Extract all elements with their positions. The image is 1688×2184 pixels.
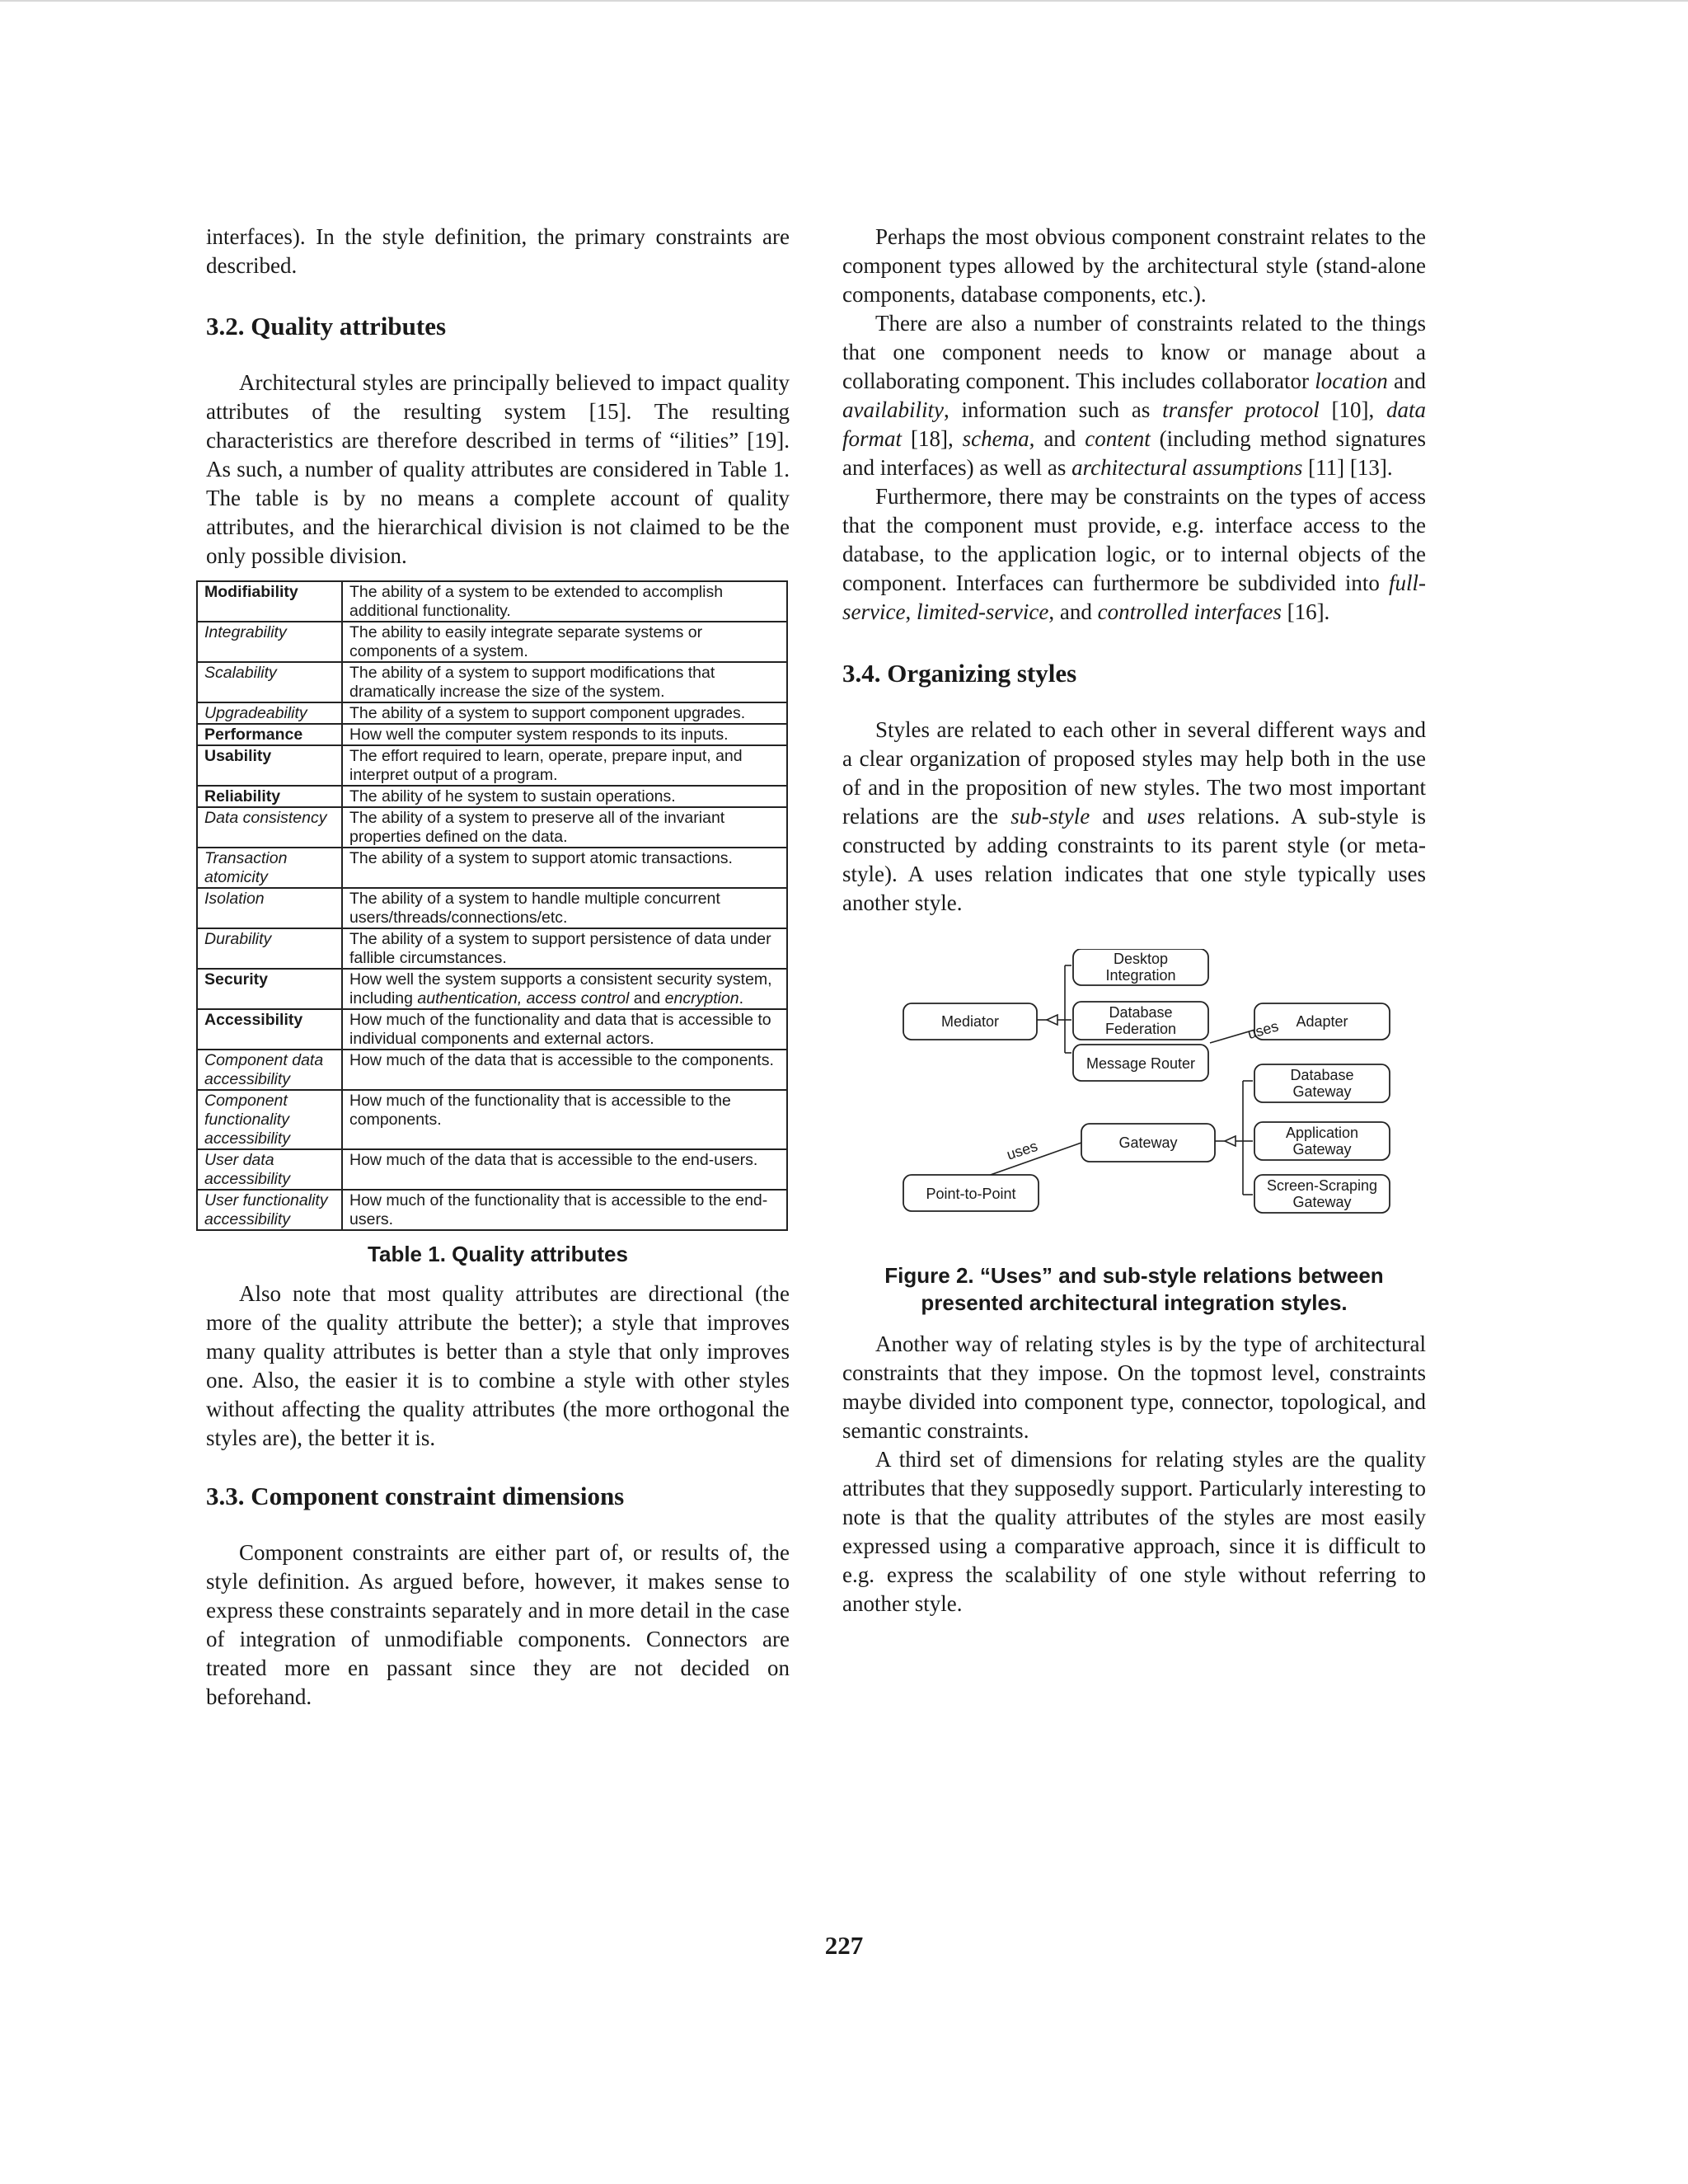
table-row [197, 888, 787, 928]
table-row [197, 848, 787, 888]
table-row [197, 581, 787, 622]
attribute-name: Performance [197, 724, 342, 745]
attribute-name: User functionality accessibility [197, 1190, 342, 1230]
table-row [197, 1190, 787, 1230]
attribute-name: Component data accessibility [197, 1050, 342, 1090]
attribute-description: The effort required to learn, operate, prepare input, and interpret output of a program. [342, 745, 787, 786]
attribute-name: Scalability [197, 662, 342, 702]
paragraph-quality: Architectural styles are principally believed to impact quality attributes of the resulting system [15]. The resulting characteristics are therefore described in terms of “ilities” [19]. As such, a number of quality attributes are considered in Table 1. The table is by no means a complete account of quality attributes, and the hierarchical division is not claimed to be the only possible division. [206, 370, 790, 568]
attribute-name: Modifiability [197, 581, 342, 622]
attribute-name: Accessibility [197, 1009, 342, 1050]
attribute-name: Transaction atomicity [197, 848, 342, 888]
table-row [197, 724, 787, 745]
table-row [197, 928, 787, 969]
table-row [197, 702, 787, 724]
label-point-to-point: Point-to-Point [926, 1186, 1016, 1202]
left-column [206, 223, 790, 1712]
paragraph-component: Component constraints are either part of, or results of, the style definition. As argued before, however, it makes sense to express these constraints separately and in more detail in the case of integration of unmodifiable components. Connectors are treated more en passant since they are not decided on beforehand. [206, 1540, 790, 1709]
paragraph-access: Furthermore, there may be constraints on the types of access that the component must provide, e.g. interface access to the database, to the application logic, or to internal objects of the component. Interfaces can furthermore be subdivided into full-service, limited-service, and controlled interfaces [16]. [842, 484, 1426, 624]
attribute-name: Usability [197, 745, 342, 786]
attribute-description: How much of the functionality and data that is accessible to individual components and external actors. [342, 1009, 787, 1050]
table-row [197, 969, 787, 1009]
attribute-description: How much of the data that is accessible to the components. [342, 1050, 787, 1090]
table-row [197, 1050, 787, 1090]
attribute-name: User data accessibility [197, 1149, 342, 1190]
attribute-description: The ability of a system to be extended to accomplish additional functionality. [342, 581, 787, 622]
attribute-description: The ability of a system to handle multiple concurrent users/threads/connections/etc. [342, 888, 787, 928]
heading-quality-attributes: 3.2. Quality attributes [206, 312, 447, 341]
table-row [197, 662, 787, 702]
attribute-name: Integrability [197, 622, 342, 662]
attribute-description: How much of the functionality that is accessible to the end-users. [342, 1190, 787, 1230]
attribute-description: The ability to easily integrate separate systems or components of a system. [342, 622, 787, 662]
table-row [197, 622, 787, 662]
paragraph-another: Another way of relating styles is by the type of architectural constraints that they impose. On the topmost level, constraints maybe divided into component type, connector, topological, and semantic constraints. [842, 1332, 1426, 1443]
quality-attributes-table [196, 580, 788, 1231]
label-application-gateway-1: Application [1285, 1125, 1359, 1141]
paragraph-obvious: Perhaps the most obvious component constraint relates to the component types allowed by the architectural style (stand-alone components, database components, etc.). [842, 224, 1426, 307]
attribute-description: The ability of a system to preserve all of the invariant properties defined on the data. [342, 807, 787, 848]
label-screen-scraping-gateway-2: Gateway [1292, 1194, 1352, 1210]
attribute-description: The ability of a system to support atomic transactions. [342, 848, 787, 888]
heading-organizing-styles: 3.4. Organizing styles [842, 659, 1077, 688]
label-database-gateway-2: Gateway [1292, 1083, 1352, 1100]
attribute-description: The ability of a system to support component upgrades. [342, 702, 787, 724]
label-application-gateway-2: Gateway [1292, 1141, 1352, 1158]
label-gateway: Gateway [1118, 1134, 1178, 1151]
attribute-description: How much of the data that is accessible to the end-users. [342, 1149, 787, 1190]
table-row [197, 786, 787, 807]
styles-relation-diagram [902, 949, 1396, 1238]
paragraph-styles: Styles are related to each other in several different ways and a clear organization of proposed styles may help both in the use of and in the proposition of new styles. The two most important relations are the sub-style and uses relations. A sub-style is constructed by adding constraints to its parent style (or meta-style). A uses relation indicates that one style typically uses another style. [842, 717, 1426, 915]
label-message-router: Message Router [1085, 1055, 1196, 1072]
table-row [197, 745, 787, 786]
figure-caption-line-1: Figure 2. “Uses” and sub-style relations between [884, 1263, 1384, 1288]
right-column [842, 223, 1426, 1618]
label-desktop-integration-2: Integration [1105, 967, 1176, 984]
attribute-name: Upgradeability [197, 702, 342, 724]
table-row [197, 1090, 787, 1149]
label-database-federation-1: Database [1109, 1004, 1173, 1021]
label-database-gateway-1: Database [1290, 1067, 1354, 1083]
attribute-name: Durability [197, 928, 342, 969]
table-row [197, 807, 787, 848]
paragraph-collaborator: There are also a number of constraints related to the things that one component needs to know or manage about a collaborating component. This includes collaborator location and availability, information such as transfer protocol [10], data format [18], schema, and content (including method signatures and interfaces) as well as architectural assumptions [11] [13]. [842, 311, 1427, 480]
label-desktop-integration-1: Desktop [1113, 951, 1169, 967]
figure-caption [842, 1262, 1426, 1317]
heading-component-constraints: 3.3. Component constraint dimensions [206, 1482, 625, 1510]
attribute-description: How well the computer system responds to its inputs. [342, 724, 787, 745]
table-row [197, 1149, 787, 1190]
attribute-name: Reliability [197, 786, 342, 807]
attribute-description: The ability of a system to support persistence of data under fallible circumstances. [342, 928, 787, 969]
label-adapter: Adapter [1296, 1013, 1348, 1030]
label-uses-top: uses [1245, 1017, 1281, 1043]
page-number: 227 [824, 1931, 864, 1960]
paragraph-intro: interfaces). In the style definition, the primary constraints are described. [206, 224, 790, 278]
attribute-name: Isolation [197, 888, 342, 928]
attribute-description: How well the system supports a consistent security system, including authentication, access control and encryption. [342, 969, 787, 1009]
attribute-description: How much of the functionality that is accessible to the components. [342, 1090, 787, 1149]
table-row [197, 1009, 787, 1050]
table-caption: Table 1. Quality attributes [368, 1242, 628, 1266]
label-database-federation-2: Federation [1104, 1021, 1177, 1037]
label-uses-bottom: uses [1004, 1137, 1040, 1163]
attribute-name: Security [197, 969, 342, 1009]
paragraph-third: A third set of dimensions for relating styles are the quality attributes that they supposedly support. Particularly interesting to note is that the quality attributes of the styles are most easily expressed using a comparative approach, since it is difficult to e.g. express the scalability of one style without referring to another style. [842, 1447, 1426, 1616]
label-mediator: Mediator [940, 1013, 1000, 1030]
attribute-name: Data consistency [197, 807, 342, 848]
attribute-description: The ability of a system to support modifications that dramatically increase the size of the system. [342, 662, 787, 702]
page-top-edge [0, 0, 1688, 2]
paragraph-directional: Also note that most quality attributes are directional (the more of the quality attribute the better); a style that improves many quality attributes is better than a style that only improves one. Also, the easier it is to combine a style with other styles without affecting the quality attributes (the more orthogonal the styles are), the better it is. [206, 1281, 790, 1450]
label-screen-scraping-gateway-1: Screen-Scraping [1266, 1177, 1378, 1194]
figure-caption-line-2: presented architectural integration styles. [921, 1290, 1348, 1315]
attribute-description: The ability of he system to sustain operations. [342, 786, 787, 807]
attribute-name: Component functionality accessibility [197, 1090, 342, 1149]
